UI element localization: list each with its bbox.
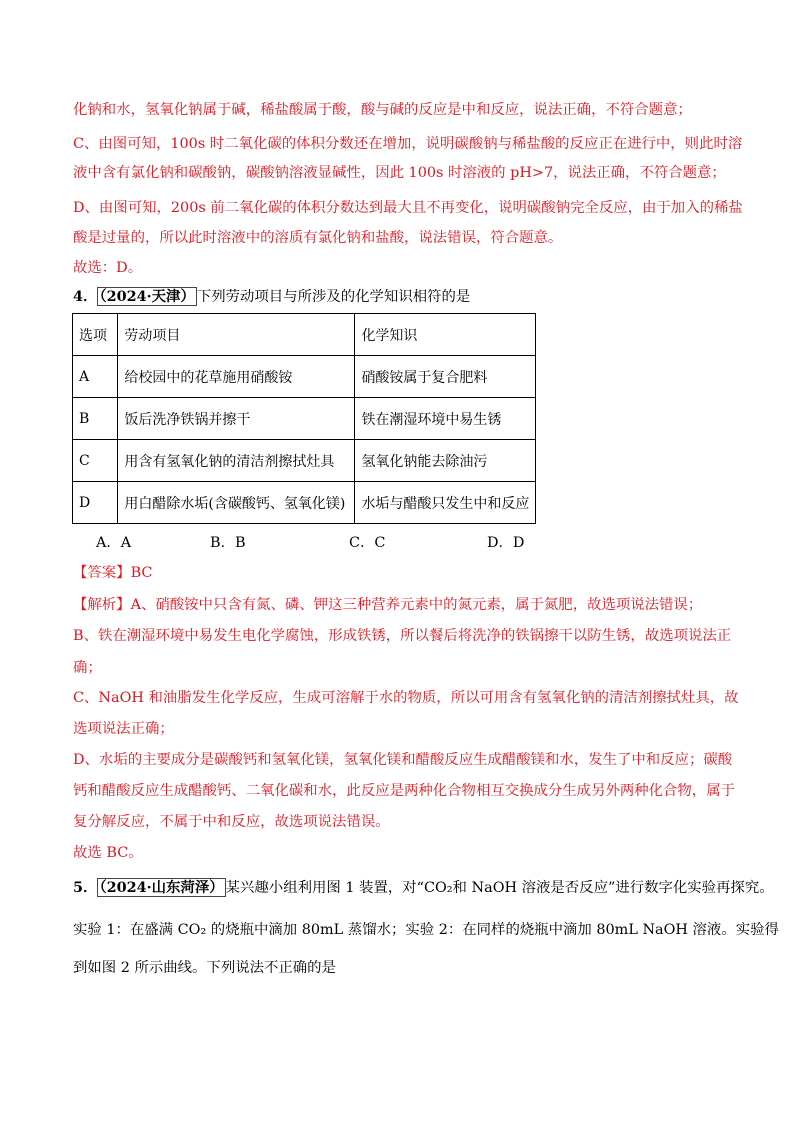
- q5-stem: [73, 878, 774, 898]
- table-cell: 饭后洗净铁锅并擦干: [118, 398, 355, 440]
- answer-label: 【答案】: [73, 565, 131, 581]
- q4-analysis-line-7: 钙和醋酸反应生成醋酸钙、二氧化碳和水，此反应是两种化合物相互交换成分生成另外两种化合物，属于: [73, 783, 735, 799]
- table-cell: 用含有氢氧化钠的清洁剂擦拭灶具: [118, 440, 355, 482]
- table-row: [73, 440, 536, 482]
- q4-analysis-line-3: 确；: [73, 660, 102, 676]
- option-d: D．D: [487, 535, 525, 551]
- table-header-cell: 化学知识: [355, 314, 536, 356]
- q4-analysis-line-2: B、铁在潮湿环境中易发生电化学腐蚀，形成铁锈，所以餐后将洗净的铁锅擦干以防生锈，故选项说法正: [73, 628, 732, 644]
- q4-analysis-line-5: 选项说法正确；: [73, 721, 174, 737]
- q4-table: [72, 313, 536, 524]
- table-cell: 用白醋除水垢(含碳酸钙、氢氧化镁): [118, 482, 355, 524]
- analysis-prev-line-1: 化钠和水，氢氧化钠属于碱，稀盐酸属于酸，酸与碱的反应是中和反应，说法正确，不符合题意；: [73, 102, 692, 118]
- table-cell: D: [73, 482, 118, 524]
- q4-analysis-line-4: C、NaOH 和油脂发生化学反应，生成可溶解于水的物质，所以可用含有氢氧化钠的清洁剂擦拭灶具，故: [73, 690, 739, 706]
- table-cell: 氢氧化钠能去除油污: [355, 440, 536, 482]
- table-row: [73, 398, 536, 440]
- table-header-row: [73, 314, 536, 356]
- analysis-label: 【解析】: [73, 597, 131, 613]
- table-row: [73, 482, 536, 524]
- analysis-prev-line-4: D、由图可知，200s 前二氧化碳的体积分数达到最大且不再变化，说明碳酸钠完全反应，由于加入的稀盐: [73, 200, 743, 216]
- table-cell: A: [73, 356, 118, 398]
- table-cell: 给校园中的花草施用硝酸铵: [118, 356, 355, 398]
- table-header-cell: 劳动项目: [118, 314, 355, 356]
- analysis-prev-line-3: 液中含有氯化钠和碳酸钠，碳酸钠溶液显碱性，因此 100s 时溶液的 pH>7，说法正确，不符合题意；: [73, 165, 726, 181]
- option-b: B．B: [210, 535, 246, 551]
- q4-analysis-line-8: 复分解反应，不属于中和反应，故选项说法错误。: [73, 814, 390, 830]
- q5-line-3: 到如图 2 所示曲线。下列说法不正确的是: [73, 960, 336, 976]
- q4-source: （2024·天津）: [99, 288, 195, 305]
- analysis-prev-line-6: 故选：D。: [73, 260, 143, 276]
- q4-stem: [73, 287, 733, 307]
- q4-analysis-line-9: 故选 BC。: [73, 845, 143, 861]
- table-cell: C: [73, 440, 118, 482]
- table-row: [73, 356, 536, 398]
- q5-source: （2024·山东菏泽）: [99, 879, 224, 896]
- q4-analysis-line-6: D、水垢的主要成分是碳酸钙和氢氧化镁，氢氧化镁和醋酸反应生成醋酸镁和水，发生了中和反应；碳酸: [73, 752, 733, 768]
- table-cell: B: [73, 398, 118, 440]
- analysis-prev-line-2: C、由图可知，100s 时二氧化碳的体积分数还在增加，说明碳酸钠与稀盐酸的反应正在进行中，则此时溶: [73, 136, 743, 152]
- q4-answer: [73, 563, 733, 583]
- table-header-cell: 选项: [73, 314, 118, 356]
- q4-analysis-line-1: [73, 595, 733, 615]
- q5-stem-text: 某兴趣小组利用图 1 装置，对“CO₂和 NaOH 溶液是否反应”进行数字化实验再探究。: [225, 880, 774, 896]
- q4-number: 4．: [73, 288, 98, 305]
- table-cell: 铁在潮湿环境中易生锈: [355, 398, 536, 440]
- answer-value: BC: [130, 565, 153, 581]
- option-c: C．C: [349, 535, 386, 551]
- analysis-prev-line-5: 酸是过量的，所以此时溶液中的溶质有氯化钠和盐酸，说法错误，符合题意。: [73, 230, 563, 246]
- table-cell: 硝酸铵属于复合肥料: [355, 356, 536, 398]
- q5-number: 5．: [73, 879, 98, 896]
- option-a: A．A: [96, 535, 132, 551]
- analysis-text: A、硝酸铵中只含有氮、磷、钾这三种营养元素中的氮元素，属于氮肥，故选项说法错误；: [130, 597, 703, 613]
- table-cell: 水垢与醋酸只发生中和反应: [355, 482, 536, 524]
- q4-stem-text: 下列劳动项目与所涉及的化学知识相符的是: [196, 289, 471, 305]
- q5-line-2: 实验 1：在盛满 CO₂ 的烧瓶中滴加 80mL 蒸馏水；实验 2：在同样的烧瓶中滴加 80mL NaOH 溶液。实验得: [73, 922, 779, 938]
